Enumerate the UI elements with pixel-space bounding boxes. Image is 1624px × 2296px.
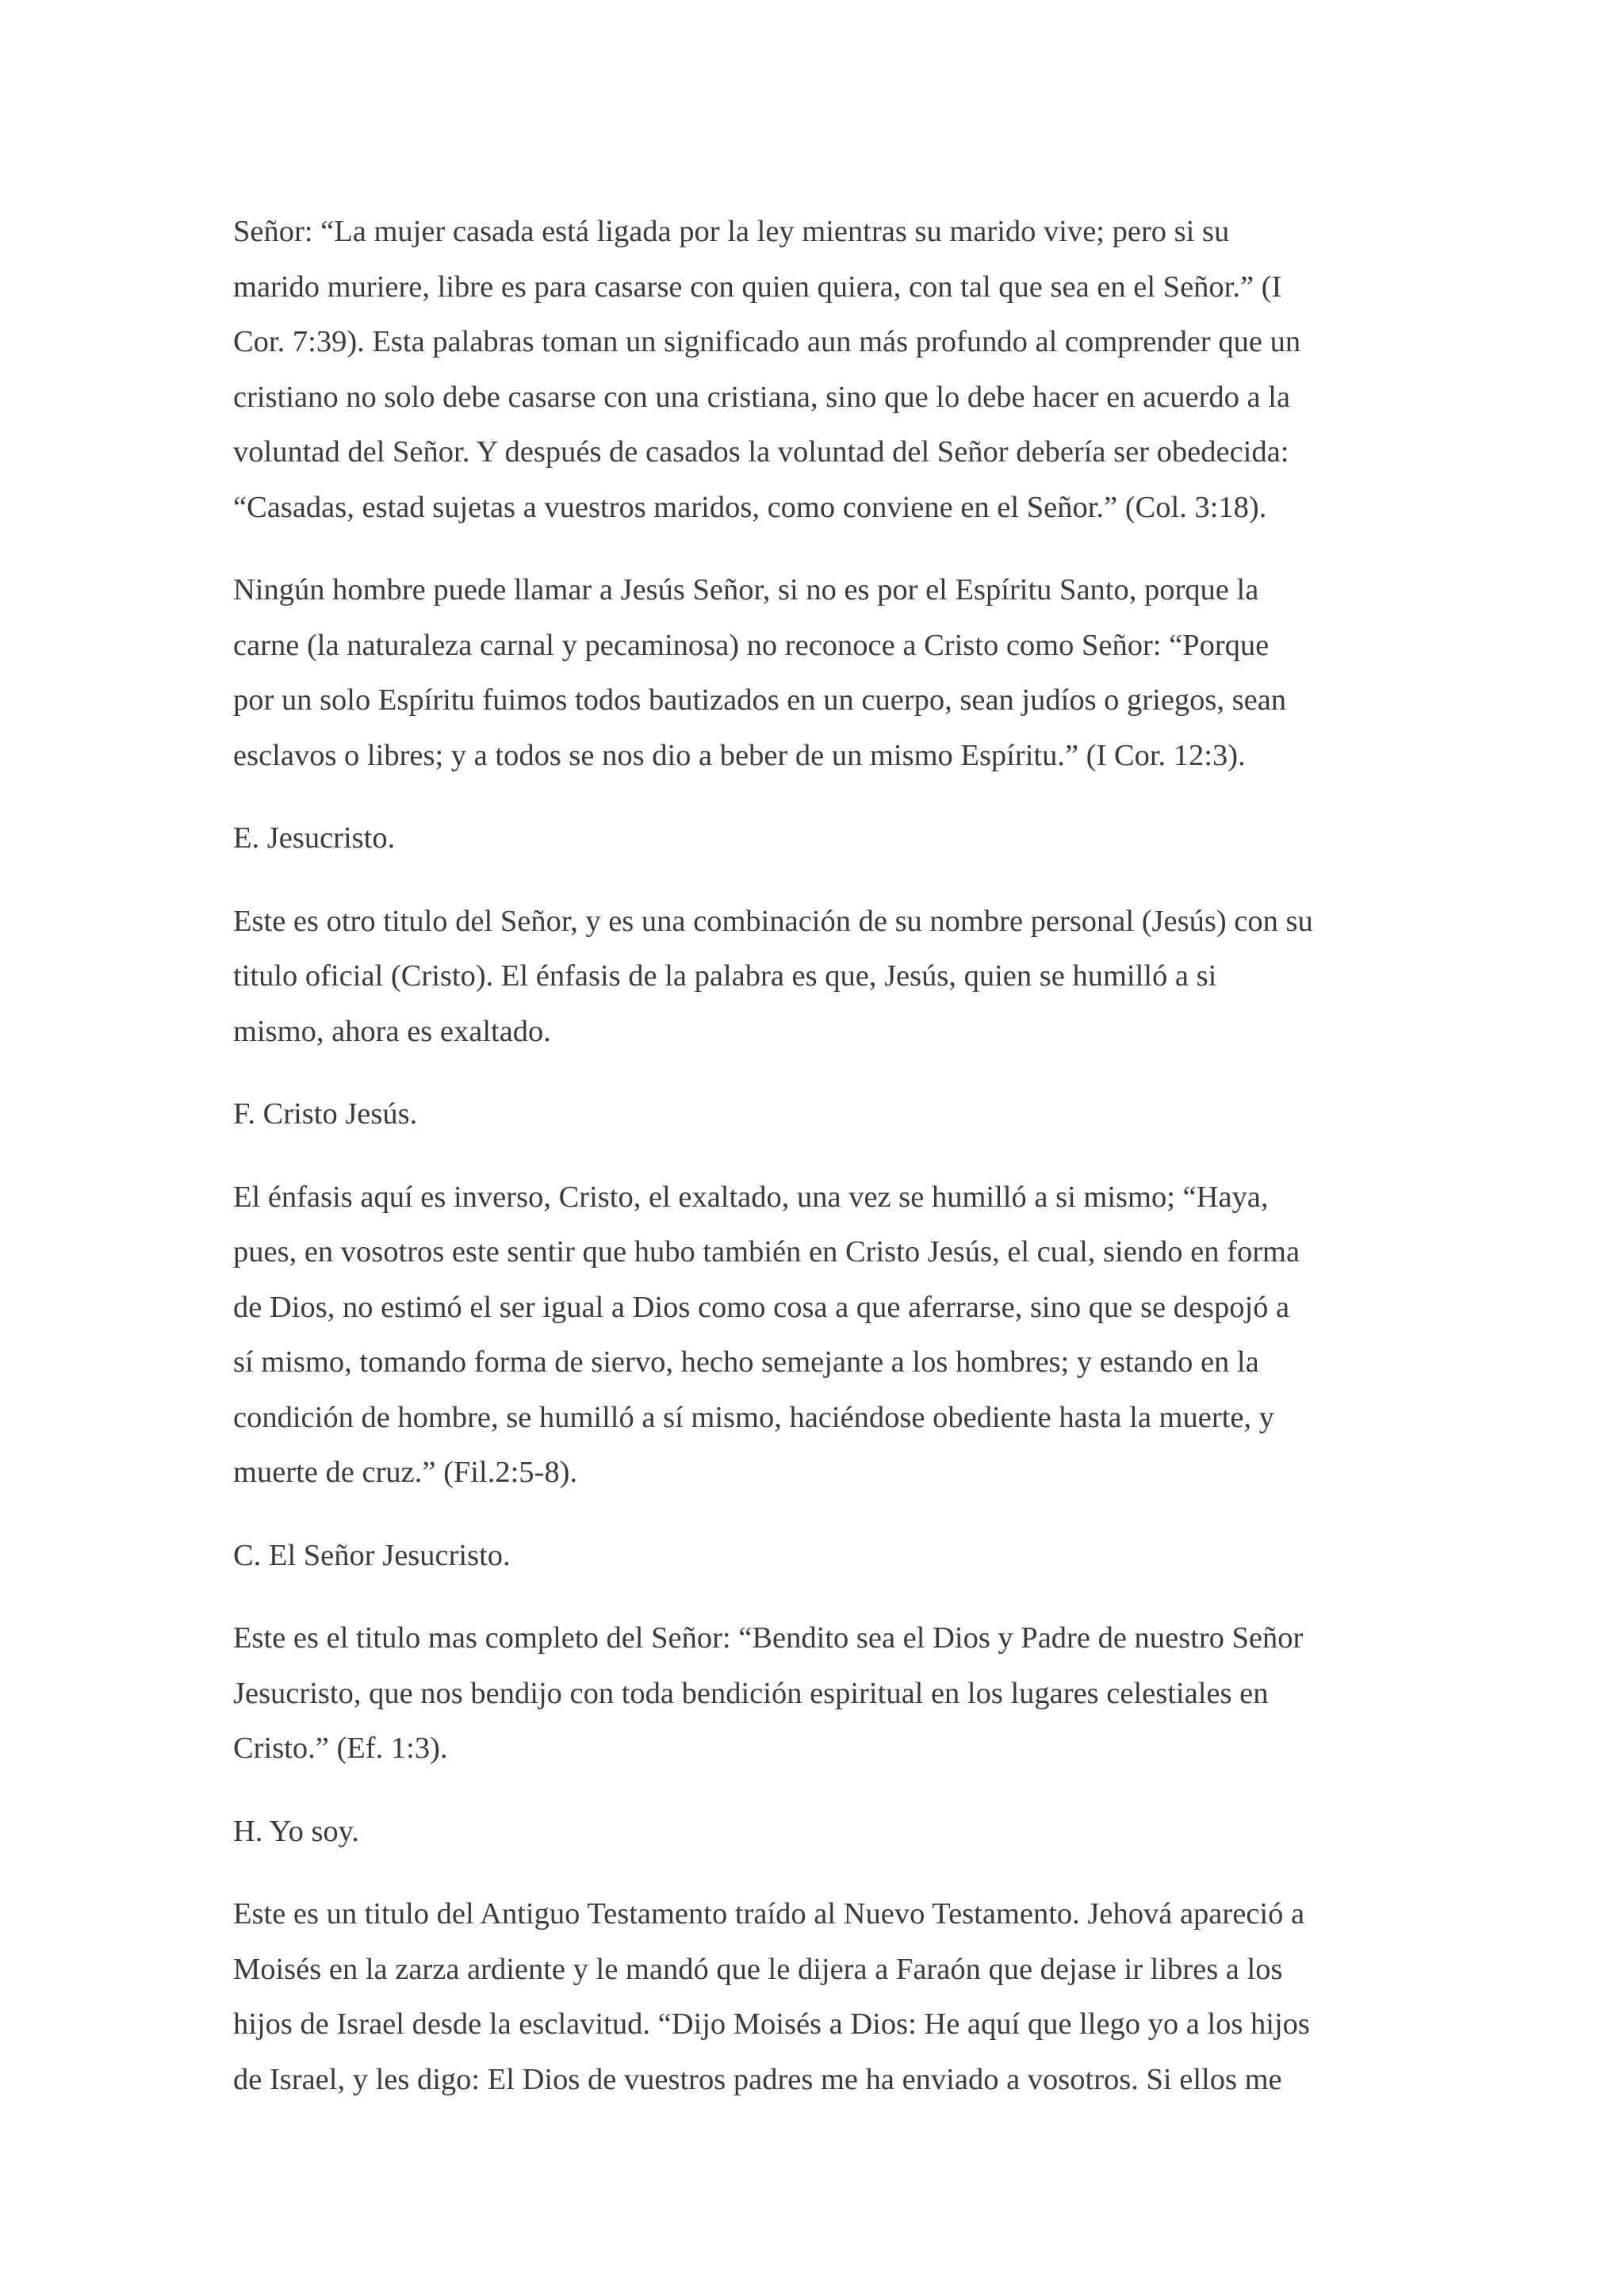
heading-text: E. Jesucristo. [233, 821, 396, 855]
text-line: Jesucristo, que nos bendijo con toda bendición espiritual en los lugares celestiales en [233, 1676, 1269, 1710]
text-line: muerte de cruz.” (Fil.2:5-8). [233, 1456, 578, 1489]
paragraph [233, 1170, 1423, 1501]
paragraph [233, 205, 1423, 535]
paragraph [233, 1887, 1423, 2107]
text-line: Cor. 7:39). Esta palabras toman un significado aun más profundo al comprender que un [233, 325, 1301, 358]
text-line: “Casadas, estad sujetas a vuestros maridos, como conviene en el Señor.” (Col. 3:18). [233, 490, 1267, 524]
text-line: Cristo.” (Ef. 1:3). [233, 1732, 448, 1765]
text-line: mismo, ahora es exaltado. [233, 1014, 551, 1048]
text-line: sí mismo, tomando forma de siervo, hecho semejante a los hombres; y estando en la [233, 1345, 1259, 1379]
heading-text: C. El Señor Jesucristo. [233, 1538, 511, 1572]
heading-text: F. Cristo Jesús. [233, 1097, 418, 1131]
text-line: esclavos o libres; y a todos se nos dio a beber de un mismo Espíritu.” (I Cor. 12:3). [233, 738, 1246, 772]
text-line: pues, en vosotros este sentir que hubo también en Cristo Jesús, el cual, siendo en forma [233, 1235, 1300, 1269]
section-heading [233, 1529, 1423, 1584]
text-line: marido muriere, libre es para casarse con quien quiera, con tal que sea en el Señor.” (I [233, 270, 1282, 304]
text-line: Señor: “La mujer casada está ligada por la ley mientras su marido vive; pero si su [233, 215, 1230, 248]
text-line: Este es otro titulo del Señor, y es una combinación de su nombre personal (Jesús) con su [233, 904, 1313, 938]
section-heading [233, 1804, 1423, 1860]
text-line: El énfasis aquí es inverso, Cristo, el exaltado, una vez se humilló a si mismo; “Haya, [233, 1180, 1269, 1214]
text-line: Este es un titulo del Antiguo Testamento traído al Nuevo Testamento. Jehová apareció a [233, 1897, 1305, 1931]
text-line: titulo oficial (Cristo). El énfasis de la palabra es que, Jesús, quien se humilló a si [233, 959, 1217, 993]
section-heading [233, 1087, 1423, 1142]
text-line: Este es el titulo mas completo del Señor: “Bendito sea el Dios y Padre de nuestro Señor [233, 1621, 1304, 1655]
document-body [233, 205, 1423, 2135]
text-line: de Dios, no estimó el ser igual a Dios como cosa a que aferrarse, sino que se despojó a [233, 1290, 1290, 1324]
heading-text: H. Yo soy. [233, 1814, 360, 1848]
text-line: Moisés en la zarza ardiente y le mandó que le dijera a Faraón que dejase ir libres a los [233, 1952, 1283, 1986]
text-line: Ningún hombre puede llamar a Jesús Señor, si no es por el Espíritu Santo, porque la [233, 573, 1259, 607]
text-line: de Israel, y les digo: El Dios de vuestros padres me ha enviado a vosotros. Si ellos me [233, 2062, 1282, 2096]
text-line: voluntad del Señor. Y después de casados la voluntad del Señor debería ser obedecida: [233, 435, 1289, 469]
text-line: condición de hombre, se humilló a sí mismo, haciéndose obediente hasta la muerte, y [233, 1400, 1274, 1434]
text-line: por un solo Espíritu fuimos todos bautizados en un cuerpo, sean judíos o griegos, sean [233, 683, 1287, 717]
paragraph [233, 894, 1423, 1060]
section-heading [233, 811, 1423, 867]
text-line: hijos de Israel desde la esclavitud. “Dijo Moisés a Dios: He aquí que llego yo a los hijos [233, 2007, 1310, 2041]
text-line: cristiano no solo debe casarse con una cristiana, sino que lo debe hacer en acuerdo a la [233, 380, 1291, 414]
text-line: carne (la naturaleza carnal y pecaminosa) no reconoce a Cristo como Señor: “Porque [233, 628, 1270, 662]
paragraph [233, 563, 1423, 783]
paragraph [233, 1611, 1423, 1777]
